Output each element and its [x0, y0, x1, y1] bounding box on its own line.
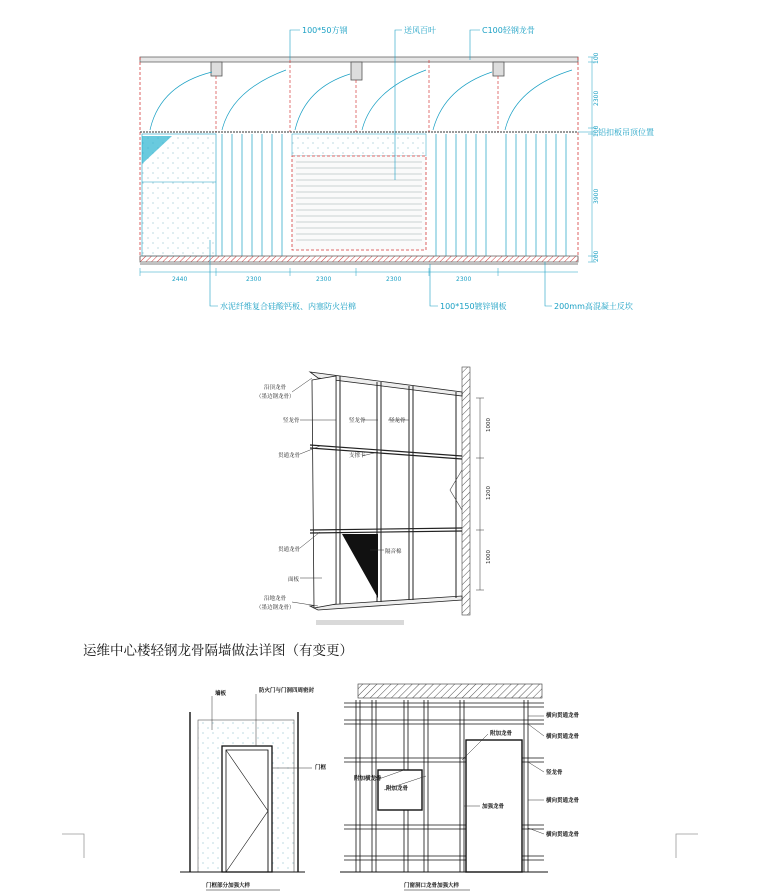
steel-post — [211, 62, 222, 76]
dim-bottom: 2300 — [316, 276, 332, 283]
label-concrete-curb: 200mm高混凝土反坎 — [554, 302, 633, 311]
label-inner-stud: 竖龙骨 — [349, 418, 366, 424]
dim-right: 100 — [593, 52, 600, 64]
sound-insulation — [342, 534, 378, 598]
label-additional-keel: 附加龙骨 — [490, 731, 513, 737]
concrete-curb — [140, 256, 578, 262]
label-opening-detail-title: 门窗洞口龙骨加强大样 — [404, 883, 460, 889]
label-fire-door-seal: 防火门与门洞四周密封 — [259, 688, 315, 694]
label-through-keel: 贯通龙骨 — [278, 547, 301, 553]
label-top-track-note: （墨边钢龙骨） — [256, 394, 295, 400]
label-top-track: 沿顶龙骨 — [264, 385, 287, 391]
label-louver: 送风百叶 — [404, 26, 436, 35]
top-slab — [140, 57, 578, 62]
label-door-detail-title: 门框部分加强大样 — [206, 883, 251, 889]
label-additional-keel: 附加龙骨 — [386, 786, 409, 792]
blurred-watermark — [316, 620, 404, 625]
dim-right: 3900 — [593, 188, 600, 204]
face-panel — [312, 376, 336, 608]
label-horizontal-through-keel: 横向贯通龙骨 — [546, 832, 580, 838]
dim-bottom: 2300 — [456, 276, 472, 283]
dim-spacing: 1200 — [486, 486, 492, 500]
label-reinforcing-keel: 加强龙骨 — [482, 804, 505, 810]
label-ceiling-position: 铝扣板吊顶位置 — [598, 128, 654, 137]
dim-right: 2300 — [593, 90, 600, 106]
label-additional-horizontal-keel: 附加横龙骨 — [354, 776, 382, 782]
dim-bottom: 2440 — [172, 276, 188, 283]
label-galvanized-plate: 100*150镀锌钢板 — [440, 302, 507, 311]
label-face-panel: 面板 — [288, 577, 300, 583]
keel-isometric-diagram — [256, 367, 492, 625]
label-light-steel-keel: C100轻钢龙骨 — [482, 26, 535, 35]
label-bottom-track: 沿地龙骨 — [264, 596, 287, 602]
dim-bottom: 2300 — [246, 276, 262, 283]
label-sound-insulation: 隔音棉 — [385, 549, 402, 555]
door-opening — [222, 746, 272, 872]
steel-post — [493, 62, 504, 76]
ceiling-slab — [358, 684, 542, 698]
dim-right: 100 — [593, 125, 600, 137]
door-frame-detail — [180, 686, 327, 890]
dim-right: 200 — [593, 250, 600, 262]
label-vertical-keel: 竖龙骨 — [546, 770, 563, 776]
air-louver — [292, 156, 426, 250]
page-corner-marks — [62, 834, 698, 858]
label-square-steel: 100*50方钢 — [302, 26, 348, 35]
label-support-clip: 支撑卡 — [349, 453, 366, 459]
label-inner-stud: 竖龙骨 — [389, 418, 406, 424]
steel-post — [351, 62, 362, 80]
label-horizontal-through-keel: 横向贯通龙骨 — [546, 713, 580, 719]
figure-caption: 运维中心楼轻钢龙骨隔墙做法详图（有变更） — [83, 643, 353, 659]
label-bottom-track-note: （墨边钢龙骨） — [256, 605, 295, 611]
label-wall-board: 墙板 — [215, 691, 227, 697]
opening-reinforcement-detail — [340, 684, 580, 890]
label-stud: 竖龙骨 — [283, 418, 300, 424]
label-horizontal-through-keel: 横向贯通龙骨 — [546, 734, 580, 740]
label-door-frame: 门框 — [315, 765, 327, 771]
dim-bottom: 2300 — [386, 276, 402, 283]
label-horizontal-through-keel: 横向贯通龙骨 — [546, 798, 580, 804]
label-cement-board: 水泥纤维复合硅酸钙板、内塞防火岩棉 — [220, 302, 356, 311]
dim-spacing: 1000 — [486, 418, 492, 432]
dim-spacing: 1000 — [486, 550, 492, 564]
wall-elevation-diagram — [140, 25, 654, 311]
label-through-keel: 贯通龙骨 — [278, 453, 301, 459]
